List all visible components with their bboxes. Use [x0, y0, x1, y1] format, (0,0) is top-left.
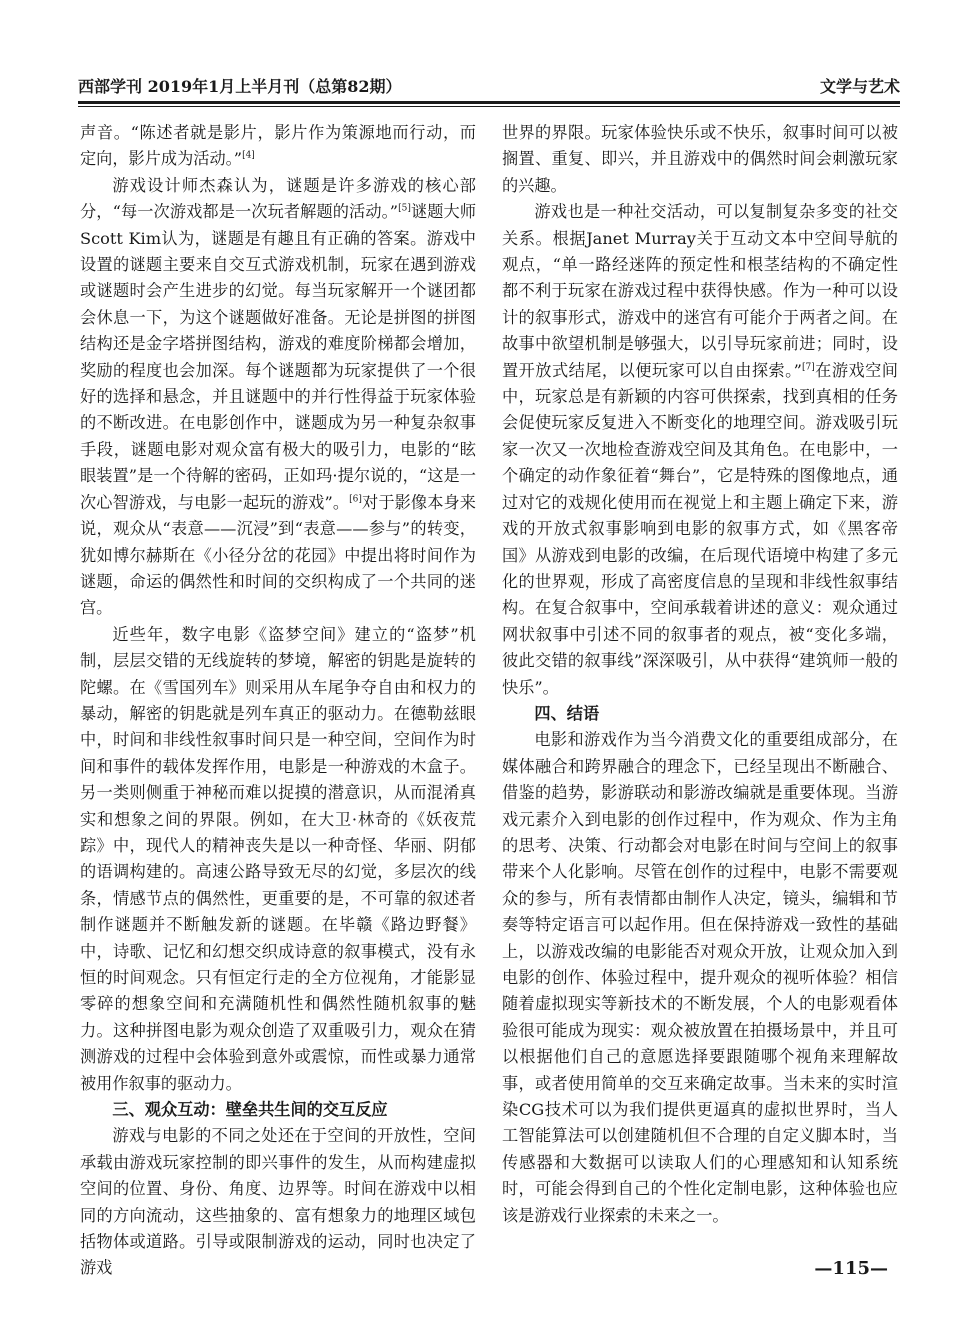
paragraph-text: 在游戏空间中，玩家总是有新颖的内容可供探索，找到真相的任务会促使玩家反复进入不断变化的地理空间。游戏吸引玩家一次又一次地检查游戏空间及其角色。在电影中，一个确定的动作象征着“舞台”，它是特殊的图像地点，通过对它的戏规化使用而在视觉上和主题上确定下来，游戏的开放式叙事影响到电影的叙事方式，如《黑客帝国》从游戏到电影的改编，在后现代语境中构建了多元化的世界观，形成了高密度信息的呈现和非线性叙事结构。在复合叙事中，空间承载着讲述的意义：观众通过网状叙事中引述不同的叙事者的观点，被“变化多端，彼此交错的叙事线”深深吸引，从中获得“建筑师一般的快乐”。: [502, 360, 898, 697]
paragraph: 电影和游戏作为当今消费文化的重要组成部分，在媒体融合和跨界融合的理念下，已经呈现出不断融合、借鉴的趋势，影游联动和影游改编就是重要体现。当游戏元素介入到电影的创作过程中，作为观众、作为主角的思考、决策、行动都会对电影在时间与空间上的叙事带来个人化影响。尽管在创作的过程中，电影不需要观众的参与，所有表情都由制作人决定，镜头，编辑和节奏等特定语言可以起作用。但在保持游戏一致性的基础上，以游戏改编的电影能否对观众开放，让观众加入到电影的创作、体验过程中，提升观众的视听体验？相信随着虚拟现实等新技术的不断发展，个人的电影观看体验很可能成为现实：观众被放置在拍摄场景中，并且可以根据他们自己的意愿选择要跟随哪个视角来理解故事，或者使用简单的交互来确定故事。当未来的实时渲染CG技术可以为我们提供更逼真的虚拟世界时，当人工智能算法可以创建随机但不合理的自定义脚本时，当传感器和大数据可以读取人们的心理感知和认知系统时，可能会得到自己的个性化定制电影，这种体验也应该是游戏行业探索的未来之一。: [502, 730, 898, 1225]
citation: [5]: [398, 203, 411, 214]
running-header: [78, 70, 900, 100]
paragraph-text: 谜题大师Scott Kim认为，谜题是有趣且有正确的答案。游戏中设置的谜题主要来自交互式游戏机制，玩家在遇到游戏或谜题时会产生进步的幻觉。每当玩家解开一个谜团都会休息一下，为这个谜题做好准备。无论是拼图的拼图结构还是金字塔拼图结构，游戏的难度阶梯都会增加，奖励的程度也会加深。每个谜题都为玩家提供了一个很好的选择和悬念，并且谜题中的并行性得益于玩家体验的不断改进。在电影创作中，谜题成为另一种复杂叙事手段，谜题电影对观众富有极大的吸引力，电影的“眩眼装置”是一个待解的密码，正如玛·提尔说的，“这是一次心智游戏，与电影一起玩的游戏”。: [80, 202, 477, 512]
left-column: [80, 120, 476, 1282]
journal-title: 西部学刊 2019年1月上半月刊（总第82期）: [78, 77, 402, 96]
citation: [6]: [349, 494, 362, 505]
citation: [4]: [242, 151, 255, 162]
paragraph: 近些年，数字电影《盗梦空间》建立的“盗梦”机制，层层交错的无线旋转的梦境，解密的钥匙是旋转的陀螺。在《雪国列车》则采用从车尾争夺自由和权力的暴动，解密的钥匙就是列车真正的驱动力。在德勒兹眼中，时间和非线性叙事时间只是一种空间，空间作为时间和事件的载体发挥作用，电影是一种游戏的木盒子。另一类则侧重于神秘而难以捉摸的潜意识，从而混淆真实和想象之间的界限。例如，在大卫·林奇的《妖夜荒踪》中，现代人的精神丧失是以一种奇怪、华丽、阴郁的语调构建的。高速公路导致无尽的幻觉，多层次的线条，情感节点的偶然性，更重要的是，不可靠的叙述者制作谜题并不断触发新的谜题。在毕赣《路边野餐》中，诗歌、记忆和幻想交织成诗意的叙事模式，没有永恒的时间观念。只有恒定行走的全方位视角，才能影显零碎的想象空间和充满随机性和偶然性随机叙事的魅力。这种拼图电影为观众创造了双重吸引力，观众在猜测游戏的过程中会体验到意外或震惊，而性或暴力通常被用作叙事的驱动力。: [80, 624, 476, 1093]
paragraph: 世界的界限。玩家体验快乐或不快乐，叙事时间可以被搁置、重复、即兴，并且游戏中的偶然时间会刺激玩家的兴趣。: [502, 123, 898, 195]
page-number: —115—: [814, 1258, 888, 1279]
header-rule-thick: [78, 101, 900, 104]
section-heading: 四、结语: [534, 703, 600, 723]
paragraph: [80, 173, 476, 622]
paragraph-text: 游戏设计师杰森认为，谜题是许多游戏的核心部分，“每一次游戏都是一次玩者解题的活动。”: [80, 175, 476, 222]
header-rule-thin: [78, 106, 900, 107]
paragraph: 游戏与电影的不同之处还在于空间的开放性，空间承载由游戏玩家控制的即兴事件的发生，从而构建虚拟空间的位置、身份、角度、边界等。时间在游戏中以相同的方向流动，这些抽象的、富有想象力的地理区域包括物体或道路。引导或限制游戏的运动，同时也决定了游戏: [80, 1126, 476, 1278]
paragraph-text: 对于影像本身来说，观众从“表意——沉浸”到“表意——参与”的转变，犹如博尔赫斯在《小径分岔的花园》中提出将时间作为谜题，命运的偶然性和时间的交织构成了一个共同的迷宫。: [80, 492, 476, 618]
section-heading: 三、观众互动：壁垒共生间的交互反应: [112, 1100, 388, 1120]
paragraph-text: 声音。“陈述者就是影片，影片作为策源地而行动，而定向，影片成为活动。”: [80, 123, 476, 169]
citation: [7]: [801, 362, 815, 373]
paragraph: [80, 120, 476, 173]
right-column: [502, 120, 898, 1229]
paragraph: [502, 199, 898, 701]
paragraph-text: 游戏也是一种社交活动，可以复制复杂多变的社交关系。根据Janet Murray关于互动文本中空间导航的观点，“单一路经迷阵的预定性和根茎结构的不确定性都不利于玩家在游戏过程中获得快感。作为一种可以设计的叙事形式，游戏中的迷宫有可能介于两者之间。在故事中欲望机制是够强大，以引导玩家前进；同时，设置开放式结尾，以便玩家可以自由探索。”: [502, 202, 898, 380]
section-title: 文学与艺术: [819, 77, 900, 96]
